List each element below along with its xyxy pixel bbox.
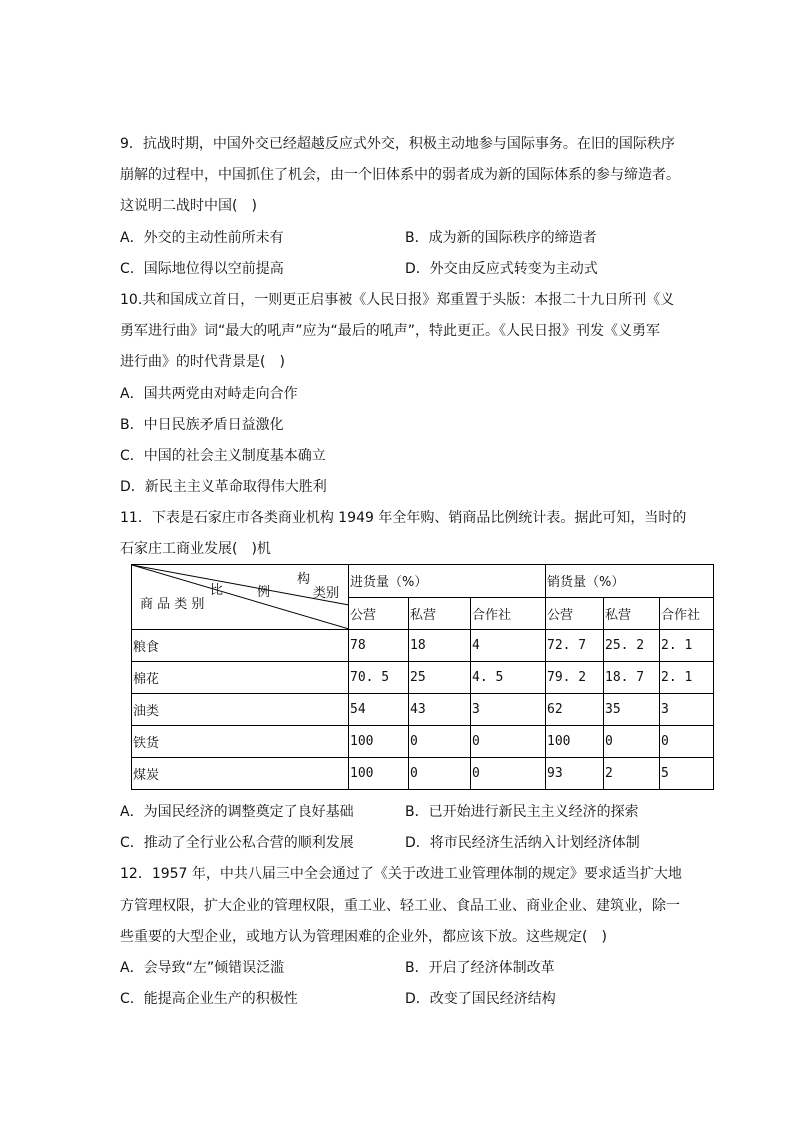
table-row <box>132 726 714 758</box>
row-name: 粮食 <box>132 630 349 662</box>
row-name: 棉花 <box>132 662 349 694</box>
table-row <box>132 662 714 694</box>
table-cell: 70. 5 <box>349 662 409 694</box>
table-cell: 18 <box>409 630 471 662</box>
table-cell: 100 <box>546 726 604 758</box>
q12-option-d[interactable]: D．改变了国民经济结构 <box>405 991 556 1007</box>
table-cell: 0 <box>604 726 660 758</box>
table-row <box>132 758 714 790</box>
table-cell: 62 <box>546 694 604 726</box>
statistics-table <box>131 564 714 790</box>
q9-option-a[interactable]: A．外交的主动性前所未有 <box>120 230 284 246</box>
q11-option-b[interactable]: B．已开始进行新民主主义经济的探索 <box>405 804 639 820</box>
header-gou: 构 <box>297 572 311 587</box>
table-row <box>132 630 714 662</box>
table-cell: 79. 2 <box>546 662 604 694</box>
q10-option-b[interactable]: B．中日民族矛盾日益激化 <box>120 417 284 433</box>
q10-option-a[interactable]: A．国共两党由对峙走向合作 <box>120 386 298 402</box>
q11-option-c[interactable]: C．推动了全行业公私合营的顺利发展 <box>120 835 354 851</box>
q11-option-d[interactable]: D．将市民经济生活纳入计划经济体制 <box>405 835 640 851</box>
sub-header: 私营 <box>409 597 471 630</box>
header-bi: 比 <box>210 583 224 598</box>
q12-option-a[interactable]: A．会导致“左”倾错误泛滥 <box>120 960 285 976</box>
table-cell: 2. 1 <box>660 630 714 662</box>
table-cell: 0 <box>660 726 714 758</box>
diagonal-header-cell <box>132 565 349 630</box>
table-cell: 78 <box>349 630 409 662</box>
q10-option-c[interactable]: C．中国的社会主义制度基本确立 <box>120 448 326 464</box>
table-cell: 100 <box>349 758 409 790</box>
table-cell: 3 <box>660 694 714 726</box>
table-cell: 35 <box>604 694 660 726</box>
q9-option-d[interactable]: D．外交由反应式转变为主动式 <box>405 261 598 277</box>
q12-option-c[interactable]: C．能提高企业生产的积极性 <box>120 991 298 1007</box>
q9-option-c[interactable]: C．国际地位得以空前提高 <box>120 261 284 277</box>
q9-option-b[interactable]: B．成为新的国际秩序的缔造者 <box>405 230 597 246</box>
row-name: 铁货 <box>132 726 349 758</box>
table-row <box>132 694 714 726</box>
header-leibie: 类别 <box>313 586 340 601</box>
header-category: 商 品 类 别 <box>140 597 205 612</box>
table-cell: 0 <box>471 726 546 758</box>
header-li: 例 <box>257 585 271 600</box>
sales-header: 销货量（%） <box>546 565 714 598</box>
purchase-header: 进货量（%） <box>349 565 546 598</box>
q12-line-1: 12．1957 年，中共八届三中全会通过了《关于改进工业管理体制的规定》要求适当扩大地 <box>120 866 682 882</box>
q12-line-3: 些重要的大型企业，或地方认为管理困难的企业外，都应该下放。这些规定( ) <box>120 929 607 945</box>
table-cell: 43 <box>409 694 471 726</box>
table-cell: 100 <box>349 726 409 758</box>
table-cell: 5 <box>660 758 714 790</box>
table-cell: 72. 7 <box>546 630 604 662</box>
table-cell: 4 <box>471 630 546 662</box>
q10-line-2: 勇军进行曲》词“最大的吼声”应为“最后的吼声”，特此更正。《人民日报》刊发《义勇军 <box>120 323 661 339</box>
q10-option-d[interactable]: D．新民主主义革命取得伟大胜利 <box>120 479 327 495</box>
sub-header: 公营 <box>546 597 604 630</box>
q11-line-2: 石家庄工商业发展( )机 <box>120 541 271 557</box>
sub-header: 合作社 <box>471 597 546 630</box>
table-cell: 0 <box>409 726 471 758</box>
q9-line-2: 崩解的过程中，中国抓住了机会，由一个旧体系中的弱者成为新的国际体系的参与缔造者。 <box>120 167 680 183</box>
table-cell: 4. 5 <box>471 662 546 694</box>
sub-header: 公营 <box>349 597 409 630</box>
sub-header: 私营 <box>604 597 660 630</box>
q10-line-3: 进行曲》的时代背景是( ) <box>120 354 285 370</box>
table-cell: 2 <box>604 758 660 790</box>
q11-option-a[interactable]: A．为国民经济的调整奠定了良好基础 <box>120 804 354 820</box>
q9-line-1: 9．抗战时期，中国外交已经超越反应式外交，积极主动地参与国际事务。在旧的国际秩序 <box>120 136 675 152</box>
table-cell: 3 <box>471 694 546 726</box>
q9-line-3: 这说明二战时中国( ) <box>120 198 257 214</box>
q12-option-b[interactable]: B．开启了经济体制改革 <box>405 960 555 976</box>
table-cell: 93 <box>546 758 604 790</box>
table-cell: 18. 7 <box>604 662 660 694</box>
table-cell: 54 <box>349 694 409 726</box>
row-name: 煤炭 <box>132 758 349 790</box>
table-cell: 0 <box>471 758 546 790</box>
table-cell: 25. 2 <box>604 630 660 662</box>
sub-header: 合作社 <box>660 597 714 630</box>
q10-line-1: 10.共和国成立首日，一则更正启事被《人民日报》郑重置于头版：本报二十九日所刊《义 <box>120 292 675 308</box>
row-name: 油类 <box>132 694 349 726</box>
table-cell: 0 <box>409 758 471 790</box>
table-cell: 2. 1 <box>660 662 714 694</box>
q11-line-1: 11．下表是石家庄市各类商业机构 1949 年全年购、销商品比例统计表。据此可知，当时的 <box>120 510 687 526</box>
table-cell: 25 <box>409 662 471 694</box>
q12-line-2: 方管理权限，扩大企业的管理权限，重工业、轻工业、食品工业、商业企业、建筑业，除一 <box>120 898 680 914</box>
